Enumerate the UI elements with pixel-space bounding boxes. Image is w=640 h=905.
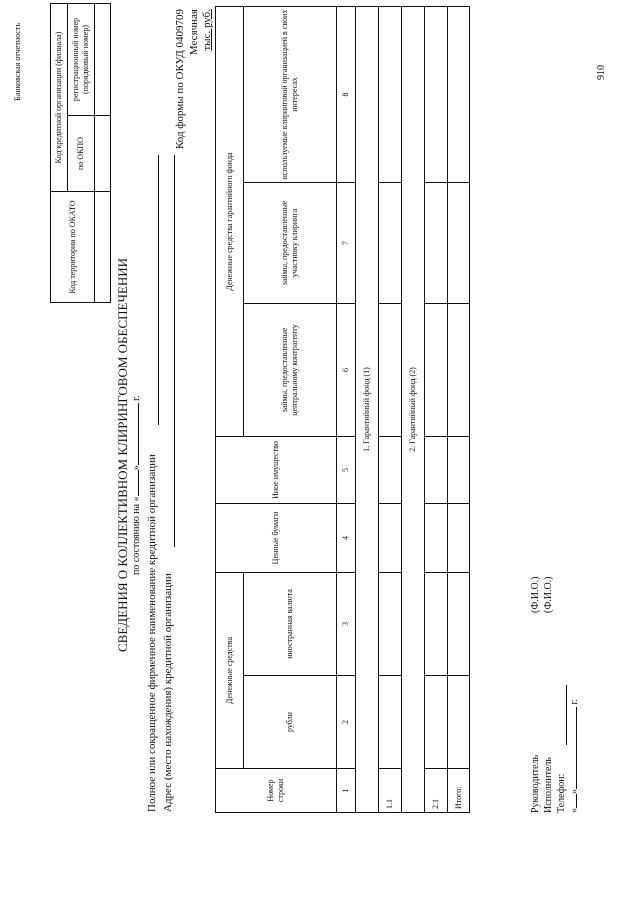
org-name-label: Полное или сокращенное фирменное наименование кредитной организации [146, 454, 158, 812]
table-cell[interactable] [425, 676, 448, 769]
header-securities: Ценные бумаги [216, 504, 337, 573]
footer-date-suffix: г. [569, 699, 580, 705]
col-number: 4 [337, 504, 356, 573]
footer-date-open: « [569, 808, 580, 813]
col-number: 2 [337, 676, 356, 769]
territory-code-value[interactable] [95, 192, 111, 303]
table-cell[interactable] [379, 573, 402, 676]
col-number: 3 [337, 573, 356, 676]
okpo-cell: по ОКПО [68, 116, 95, 192]
table-cell[interactable] [379, 7, 402, 183]
org-address-label: Адрес (место нахождения) кредитной организации [162, 573, 174, 812]
header-other-property: Иное имущество [216, 437, 337, 504]
header-loans-central-counterparty: займы, предоставленные центральному контрагенту [244, 304, 337, 437]
report-type-label: Банковская отчетность [13, 23, 22, 101]
table-cell[interactable] [425, 573, 448, 676]
table-cell[interactable] [448, 7, 470, 183]
page-title: СВЕДЕНИЯ О КОЛЛЕКТИВНОМ КЛИРИНГОВОМ ОБЕСПЕЧЕНИИ [115, 257, 130, 653]
head-label: Руководитель [530, 754, 541, 813]
section-guarantee-fund-1: 1. Гарантийный фонд (1) [356, 7, 379, 813]
as-of-mid: » [131, 465, 142, 471]
page-number: 910 [596, 65, 607, 80]
table-cell[interactable] [379, 437, 402, 504]
reg-number-value[interactable] [95, 4, 111, 116]
table-cell[interactable] [448, 676, 470, 769]
footer-day-field[interactable] [576, 794, 577, 808]
territory-code-cell: Код территории по ОКАТО [51, 192, 95, 303]
header-foreign-currency: иностранная валюта [244, 573, 337, 676]
col-number: 1 [337, 769, 356, 813]
table-cell[interactable] [425, 7, 448, 183]
table-cell[interactable] [425, 437, 448, 504]
section-guarantee-fund-2: 2. Гарантийный фонд (2) [402, 7, 425, 813]
org-name-field[interactable] [158, 155, 159, 425]
as-of-prefix: по состоянию на « [131, 496, 142, 575]
as-of-day-field[interactable] [138, 470, 139, 496]
codes-table [50, 3, 111, 303]
executor-fio: (Ф.И.О.) [543, 576, 554, 613]
as-of-date-line [131, 275, 142, 575]
row-total-label: Итого: [448, 769, 470, 813]
as-of-month-field[interactable] [138, 403, 139, 465]
table-cell[interactable] [448, 183, 470, 304]
header-guarantee-group: Денежные средства гарантийного фонда [216, 7, 244, 437]
table-row [425, 7, 448, 813]
reg-number-cell: регистрационный номер (порядковый номер) [68, 4, 95, 116]
table-cell[interactable] [379, 504, 402, 573]
table-cell[interactable] [448, 573, 470, 676]
executor-label: Исполнитель [543, 757, 554, 813]
table-cell[interactable] [448, 437, 470, 504]
phone-label: Телефон: [556, 773, 567, 813]
row-number-1-1: 1.1 [379, 769, 402, 813]
table-cell[interactable] [425, 183, 448, 304]
header-row-number: Номер строки [216, 769, 337, 813]
table-row [379, 7, 402, 813]
table-cell[interactable] [425, 304, 448, 437]
org-address-field[interactable] [174, 155, 175, 547]
clearing-collateral-table [215, 6, 470, 813]
table-cell[interactable] [379, 304, 402, 437]
table-cell[interactable] [448, 304, 470, 437]
okpo-value[interactable] [95, 116, 111, 192]
table-row-total [448, 7, 470, 813]
col-number: 7 [337, 183, 356, 304]
units: тыс. руб. [201, 9, 213, 51]
table-cell[interactable] [425, 504, 448, 573]
footer-date-line [569, 699, 580, 813]
table-cell[interactable] [448, 504, 470, 573]
col-number: 5 [337, 437, 356, 504]
table-cell[interactable] [379, 183, 402, 304]
header-rubles: рубли [244, 676, 337, 769]
col-number: 6 [337, 304, 356, 437]
periodicity: Месячная [188, 9, 200, 56]
phone-field[interactable] [566, 685, 567, 745]
col-number: 8 [337, 7, 356, 183]
row-number-2-1: 2.1 [425, 769, 448, 813]
credit-org-code-cell: Код кредитной организации (филиала) [51, 4, 68, 192]
header-cash-group: Денежные средства [216, 573, 244, 769]
footer-month-field[interactable] [576, 707, 577, 789]
head-fio: (Ф.И.О.) [530, 576, 541, 613]
as-of-suffix: г. [131, 395, 142, 401]
footer-date-close: » [569, 789, 580, 794]
header-loans-clearing-member: займы, предоставленные участнику клиринга [244, 183, 337, 304]
form-code: Код формы по ОКУД 0409709 [174, 9, 186, 150]
header-used-own-interests: используемые клиринговой организацией в своих интересах [244, 7, 337, 183]
table-cell[interactable] [379, 676, 402, 769]
